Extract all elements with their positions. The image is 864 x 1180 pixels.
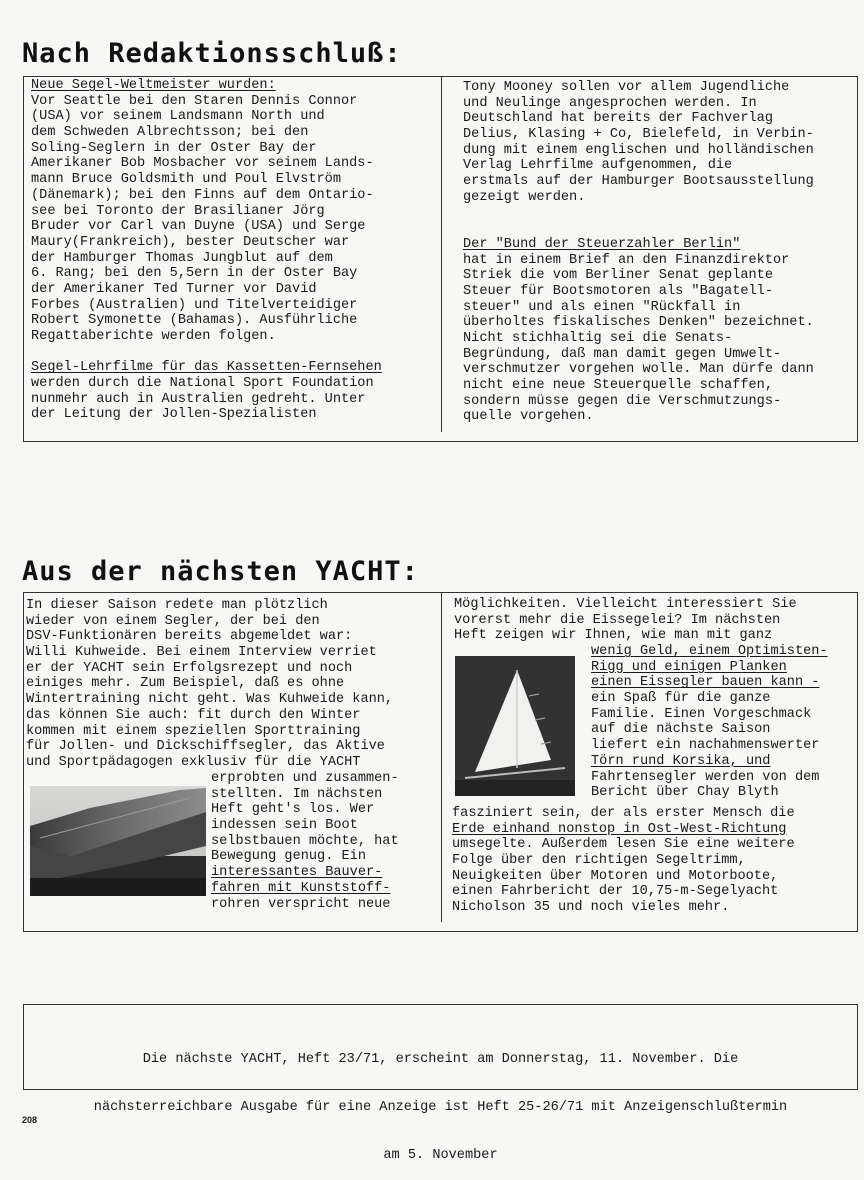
text-line: Vor Seattle bei den Staren Dennis Connor <box>31 93 358 109</box>
text-line: In dieser Saison redete man plötzlich <box>26 598 328 613</box>
text-line: Robert Symonette (Bahamas). Ausführliche <box>31 313 358 329</box>
text-line: Willi Kuhweide. Bei einem Interview verriet <box>26 645 377 661</box>
text-line: einen Fahrbericht der 10,75-m-Segelyacht <box>452 884 779 900</box>
text-line: Erde einhand nonstop in Ost-West-Richtung <box>452 821 787 837</box>
text-line: Begründung, daß man damit gegen Umwelt- <box>463 346 782 362</box>
text-line: Nicht stichhaltig sei die Senats- <box>463 331 733 346</box>
text-line: see bei Toronto der Brasilianer Jörg <box>31 203 325 219</box>
text-line: Fahrtensegler werden von dem <box>591 769 820 785</box>
text-line: für Jollen- und Dickschiffsegler, das Aktive <box>26 739 385 755</box>
section-title-nach-redaktionsschluss: Nach Redaktionsschluß: <box>22 38 402 69</box>
text-line: wenig Geld, einem Optimisten- <box>591 644 828 659</box>
text-line: und Neulinge angesprochen werden. In <box>463 95 757 111</box>
text-line: sondern müsse gegen die Verschmutzungs- <box>463 393 782 409</box>
text-line: Maury(Frankreich), bester Deutscher war <box>31 234 350 250</box>
notice-line: nächsterreichbare Ausgabe für eine Anzeige ist Heft 25-26/71 mit Anzeigenschlußtermin <box>93 1100 788 1115</box>
preview-right-column-wrap <box>591 644 828 801</box>
preview-left-column <box>26 598 393 771</box>
text-line: Heft geht's los. Wer <box>211 802 375 818</box>
news-left-column <box>31 78 382 423</box>
text-line: Der "Bund der Steuerzahler Berlin" <box>463 236 741 252</box>
text-line: stellten. Im nächsten <box>211 786 383 802</box>
text-line: quelle vorgehen. <box>463 409 594 425</box>
text-line: Soling-Seglern in der Oster Bay der <box>31 140 317 156</box>
news-right-column <box>463 80 814 425</box>
section-title-aus-der-naechsten-yacht: Aus der nächsten YACHT: <box>22 556 419 587</box>
text-line: Neue Segel-Weltmeister wurden: <box>31 78 276 93</box>
page-number: 208 <box>22 1115 38 1125</box>
text-line: erstmals auf der Hamburger Bootsausstellung <box>463 174 814 190</box>
text-line <box>463 221 814 237</box>
text-line: Bruder vor Carl van Duyne (USA) und Serge <box>31 219 366 235</box>
text-line: steuer" und als einen "Rückfall in <box>463 299 741 315</box>
text-line <box>31 345 382 361</box>
text-line: dem Schweden Albrechtsson; bei den <box>31 125 309 141</box>
text-line: erprobten und zusammen- <box>211 771 399 786</box>
text-line: umsegelte. Außerdem lesen Sie eine weitere <box>452 837 795 853</box>
text-line: Tony Mooney sollen vor allem Jugendliche <box>463 80 790 95</box>
text-line: kommen mit einem speziellen Sporttraining <box>26 723 361 739</box>
text-line: der Leitung der Jollen-Spezialisten <box>31 407 317 423</box>
notice-line: Die nächste YACHT, Heft 23/71, erscheint am Donnerstag, 11. November. Die <box>142 1052 739 1067</box>
text-line: Striek die vom Berliner Senat geplante <box>463 268 773 284</box>
text-line: liefert ein nachahmenswerter <box>591 738 820 754</box>
text-line <box>463 206 814 222</box>
notice-line: am 5. November <box>383 1148 498 1163</box>
text-line: auf die nächste Saison <box>591 722 771 738</box>
text-line: Törn rund Korsika, und <box>591 753 771 769</box>
text-line: verschmutzer vorgehen wolle. Man dürfe dann <box>463 362 814 378</box>
text-line: Delius, Klasing + Co, Bielefeld, in Verbin- <box>463 127 814 143</box>
text-line: fasziniert sein, der als erster Mensch die <box>452 806 795 821</box>
preview-right-column-bottom <box>452 806 795 916</box>
text-line: und Sportpädagogen exklusiv für die YACHT <box>26 754 361 770</box>
text-line: gezeigt werden. <box>463 189 586 205</box>
boat-hull-photo <box>30 786 206 896</box>
text-line: nicht eine neue Steuerquelle schaffen, <box>463 378 773 394</box>
text-line: Deutschland hat bereits der Fachverlag <box>463 111 773 127</box>
text-line: DSV-Funktionären bereits abgemeldet war: <box>26 629 353 645</box>
column-divider <box>441 592 442 922</box>
text-line: 6. Rang; bei den 5,5ern in der Oster Bay <box>31 266 358 282</box>
text-line: hat in einem Brief an den Finanzdirektor <box>463 252 790 268</box>
text-line: Heft zeigen wir Ihnen, wie man mit ganz <box>454 628 773 644</box>
text-line: Segel-Lehrfilme für das Kassetten-Fernsehen <box>31 360 382 376</box>
ice-yacht-photo <box>455 656 575 796</box>
text-line: Nicholson 35 und noch vieles mehr. <box>452 900 730 916</box>
text-line: einiges mehr. Zum Beispiel, daß es ohne <box>26 676 345 692</box>
text-line: rohren verspricht neue <box>211 896 391 912</box>
text-line: Forbes (Australien) und Titelverteidiger <box>31 297 358 313</box>
text-line: fahren mit Kunststoff- <box>211 880 391 896</box>
text-line: interessantes Bauver- <box>211 865 383 881</box>
text-line: Bewegung genug. Ein <box>211 849 366 865</box>
text-line: indessen sein Boot <box>211 818 358 834</box>
text-line: Familie. Einen Vorgeschmack <box>591 706 812 722</box>
text-line: werden durch die National Sport Foundation <box>31 376 374 392</box>
preview-left-column-wrap <box>211 771 399 912</box>
text-line: (USA) vor seinem Landsmann North und <box>31 109 325 125</box>
text-line: dung mit einem englischen und holländischen <box>463 142 814 158</box>
text-line: wieder von einem Segler, der bei den <box>26 613 320 629</box>
text-line: Amerikaner Bob Mosbacher vor seinem Lands- <box>31 156 374 172</box>
text-line: einen Eissegler bauen kann - <box>591 675 820 691</box>
text-line: vorerst mehr die Eissegelei? Im nächsten <box>454 612 781 628</box>
text-line: mann Bruce Goldsmith und Poul Elvström <box>31 172 341 188</box>
text-line: Wintertraining nicht geht. Was Kuhweide kann, <box>26 692 394 708</box>
text-line: ein Spaß für die ganze <box>591 691 771 707</box>
text-line: selbstbauen möchte, hat <box>211 833 399 849</box>
text-line: Bericht über Chay Blyth <box>591 785 779 801</box>
text-line: er der YACHT sein Erfolgsrezept und noch <box>26 660 353 676</box>
text-line: Rigg und einigen Planken <box>591 659 787 675</box>
text-line: Steuer für Bootsmotoren als "Bagatell- <box>463 283 773 299</box>
text-line: der Hamburger Thomas Jungblut auf dem <box>31 250 333 266</box>
text-line: (Dänemark); bei den Finns auf dem Ontario- <box>31 187 374 203</box>
text-line: nunmehr auch in Australien gedreht. Unter <box>31 391 366 407</box>
text-line: Folge über den richtigen Segeltrimm, <box>452 853 746 869</box>
text-line: Verlag Lehrfilme aufgenommen, die <box>463 158 733 174</box>
text-line: das können Sie auch: fit durch den Winter <box>26 707 361 723</box>
text-line: Regattaberichte werden folgen. <box>31 329 276 344</box>
column-divider <box>441 76 442 432</box>
text-line: Möglichkeiten. Vielleicht interessiert Sie <box>454 597 797 612</box>
text-line: Neuigkeiten über Motoren und Motorboote, <box>452 868 779 884</box>
preview-right-column <box>454 597 797 644</box>
next-issue-notice <box>23 1020 858 1180</box>
text-line: der Amerikaner Ted Turner vor David <box>31 281 317 297</box>
text-line: überholtes fiskalisches Denken" bezeichnet. <box>463 315 814 331</box>
